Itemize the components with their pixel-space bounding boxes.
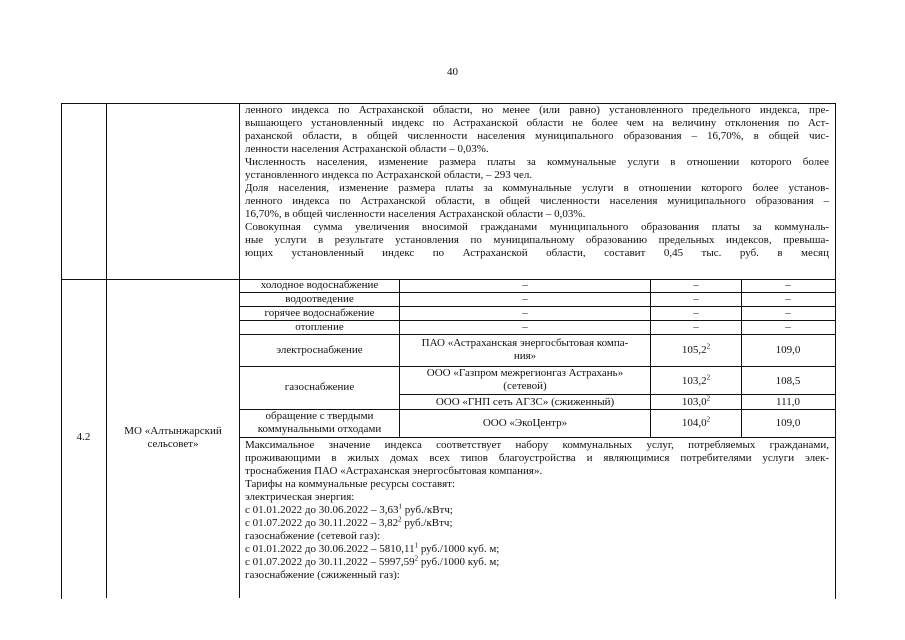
text-line [245,556,829,569]
service-name: водоотведение [285,293,354,305]
svc-line-8 [239,437,835,438]
note-block [245,439,829,582]
footnote-mark: 1 [398,502,402,511]
tariff-text: с 01.07.2022 до 30.11.2022 – 3,82 [245,517,399,529]
index-value-2: – [785,293,791,305]
row-number: 4.2 [76,431,91,443]
text-line: установленного индекса по Астраханской области, – 293 чел. [245,169,533,181]
text-line: ленности населения Астраханской области – 0,03%. [245,143,489,155]
provider [400,367,650,393]
text-line [245,517,829,530]
footnote-mark: 2 [706,342,711,351]
provider [400,337,650,363]
provider: – [522,321,528,333]
text-line: ющих установленный индекс по Астраханской области, составит 0,45 тыс. руб. в месяц [245,247,829,259]
text-line: раханской области, в общей численности населения муниципального образования – 16,70%, в общей чис- [245,130,829,142]
footnote-mark: 2 [706,373,711,382]
footnote-mark: 2 [414,554,419,563]
index-value-1: – [693,321,699,333]
provider: ООО «ЭкоЦентр» [482,417,568,429]
text-line [245,504,829,517]
index-value-2: 111,0 [776,396,800,408]
index-value-2: 108,5 [775,375,801,387]
page-number: 40 [447,66,458,78]
text-line: газоснабжение (сжиженный газ): [245,569,400,581]
index-value-1 [651,396,741,409]
value-text: 103,0 [681,396,707,408]
provider-line: ООО «Газпром межрегионгаз Астрахань» [426,367,624,379]
text-line: Численность населения, изменение размера платы за коммунальные услуги в отношении которого более [245,156,829,168]
provider: – [522,279,528,291]
index-value-2: – [785,279,791,291]
index-value-2: 109,0 [775,344,801,356]
tariff-unit: руб./1000 куб. м; [418,556,500,568]
text-line: Доля населения, изменение размера платы за коммунальные услуги в отношении которого более установ- [245,182,829,194]
service-name: отопление [295,321,344,333]
text-line: вышающего установленный индекс по Астраханской области не более чем на величину отклонения по Аст- [245,117,829,129]
service-name [240,410,399,436]
index-value-1: – [693,307,699,319]
text-line: Совокупная сумма увеличения вносимой гражданами муниципального образования платы за коммуналь- [245,221,829,233]
index-value-1 [651,344,741,357]
footnote-mark: 2 [706,415,711,424]
text-line: проживающими в жилых домах всех типов благоустройства и являющимися потребителями услуги элек- [245,452,829,464]
tariff-text: с 01.07.2022 до 30.11.2022 – 5997,59 [245,556,415,568]
provider-line: (сетевой) [503,380,547,392]
value-text: 103,2 [681,375,707,387]
provider-line: ПАО «Астраханская энергосбытовая компа- [421,337,629,349]
text-line: Максимальное значение индекса соответствует набору коммунальных услуг, потребляемых гражданами, [245,439,829,451]
svc-line-4 [239,334,835,335]
service-name: горячее водоснабжение [264,307,375,319]
svc-line-6 [399,394,835,395]
text-line: газоснабжение (сетевой газ): [245,530,381,542]
footnote-mark: 2 [398,515,402,524]
index-value-1 [651,417,741,430]
provider: ООО «ГНП сеть АГЗС» (сжиженный) [435,396,615,408]
text-line: 16,70%, в общей численности населения Астраханской области – 0,03%. [245,208,586,220]
service-name: электроснабжение [276,344,363,356]
text-line: ленного индекса по Астраханской области, но менее (или равно) установленного предельного индекса, пре- [245,104,829,116]
mo-name-line: МО «Алтынжарский [124,425,222,437]
footnote-mark: 2 [706,394,711,403]
tariff-text: с 01.01.2022 до 30.06.2022 – 5810,11 [245,543,415,555]
index-value-2: – [785,321,791,333]
row-top-text [245,104,829,260]
tariff-unit: руб./кВтч; [401,504,453,516]
index-value-1 [651,375,741,388]
text-line: ные услуги в результате установления по муниципальному образованию предельных индексов, превыша- [245,234,829,246]
index-value-2: – [785,307,791,319]
service-name: холодное водоснабжение [260,279,379,291]
tariff-unit: руб./кВтч; [401,517,453,529]
text-line: троснабжения ПАО «Астраханская энергосбытовая компания». [245,465,543,477]
mo-name-line: сельсовет» [147,438,199,450]
service-name-line: обращение с твердыми [265,410,374,422]
provider: – [522,293,528,305]
provider-line: ния» [513,350,537,362]
tariff-unit: руб./1000 куб. м; [418,543,500,555]
value-text: 105,2 [681,344,707,356]
index-value-1: – [693,279,699,291]
text-line: электрическая энергия: [245,491,355,503]
index-value-2: 109,0 [775,417,801,429]
service-name-line: коммунальными отходами [257,423,382,435]
index-value-1: – [693,293,699,305]
col-line-1 [106,103,107,598]
service-name: газоснабжение [284,381,355,393]
value-text: 104,0 [681,417,707,429]
tariff-text: с 01.01.2022 до 30.06.2022 – 3,63 [245,504,399,516]
provider: – [522,307,528,319]
text-line [245,543,829,556]
mo-name [107,425,239,451]
text-line: Тарифы на коммунальные ресурсы составят: [245,478,456,490]
footnote-mark: 1 [414,541,419,550]
text-line: ленного индекса по Астраханской области, в общей численности населения муниципального образования – [245,195,829,207]
